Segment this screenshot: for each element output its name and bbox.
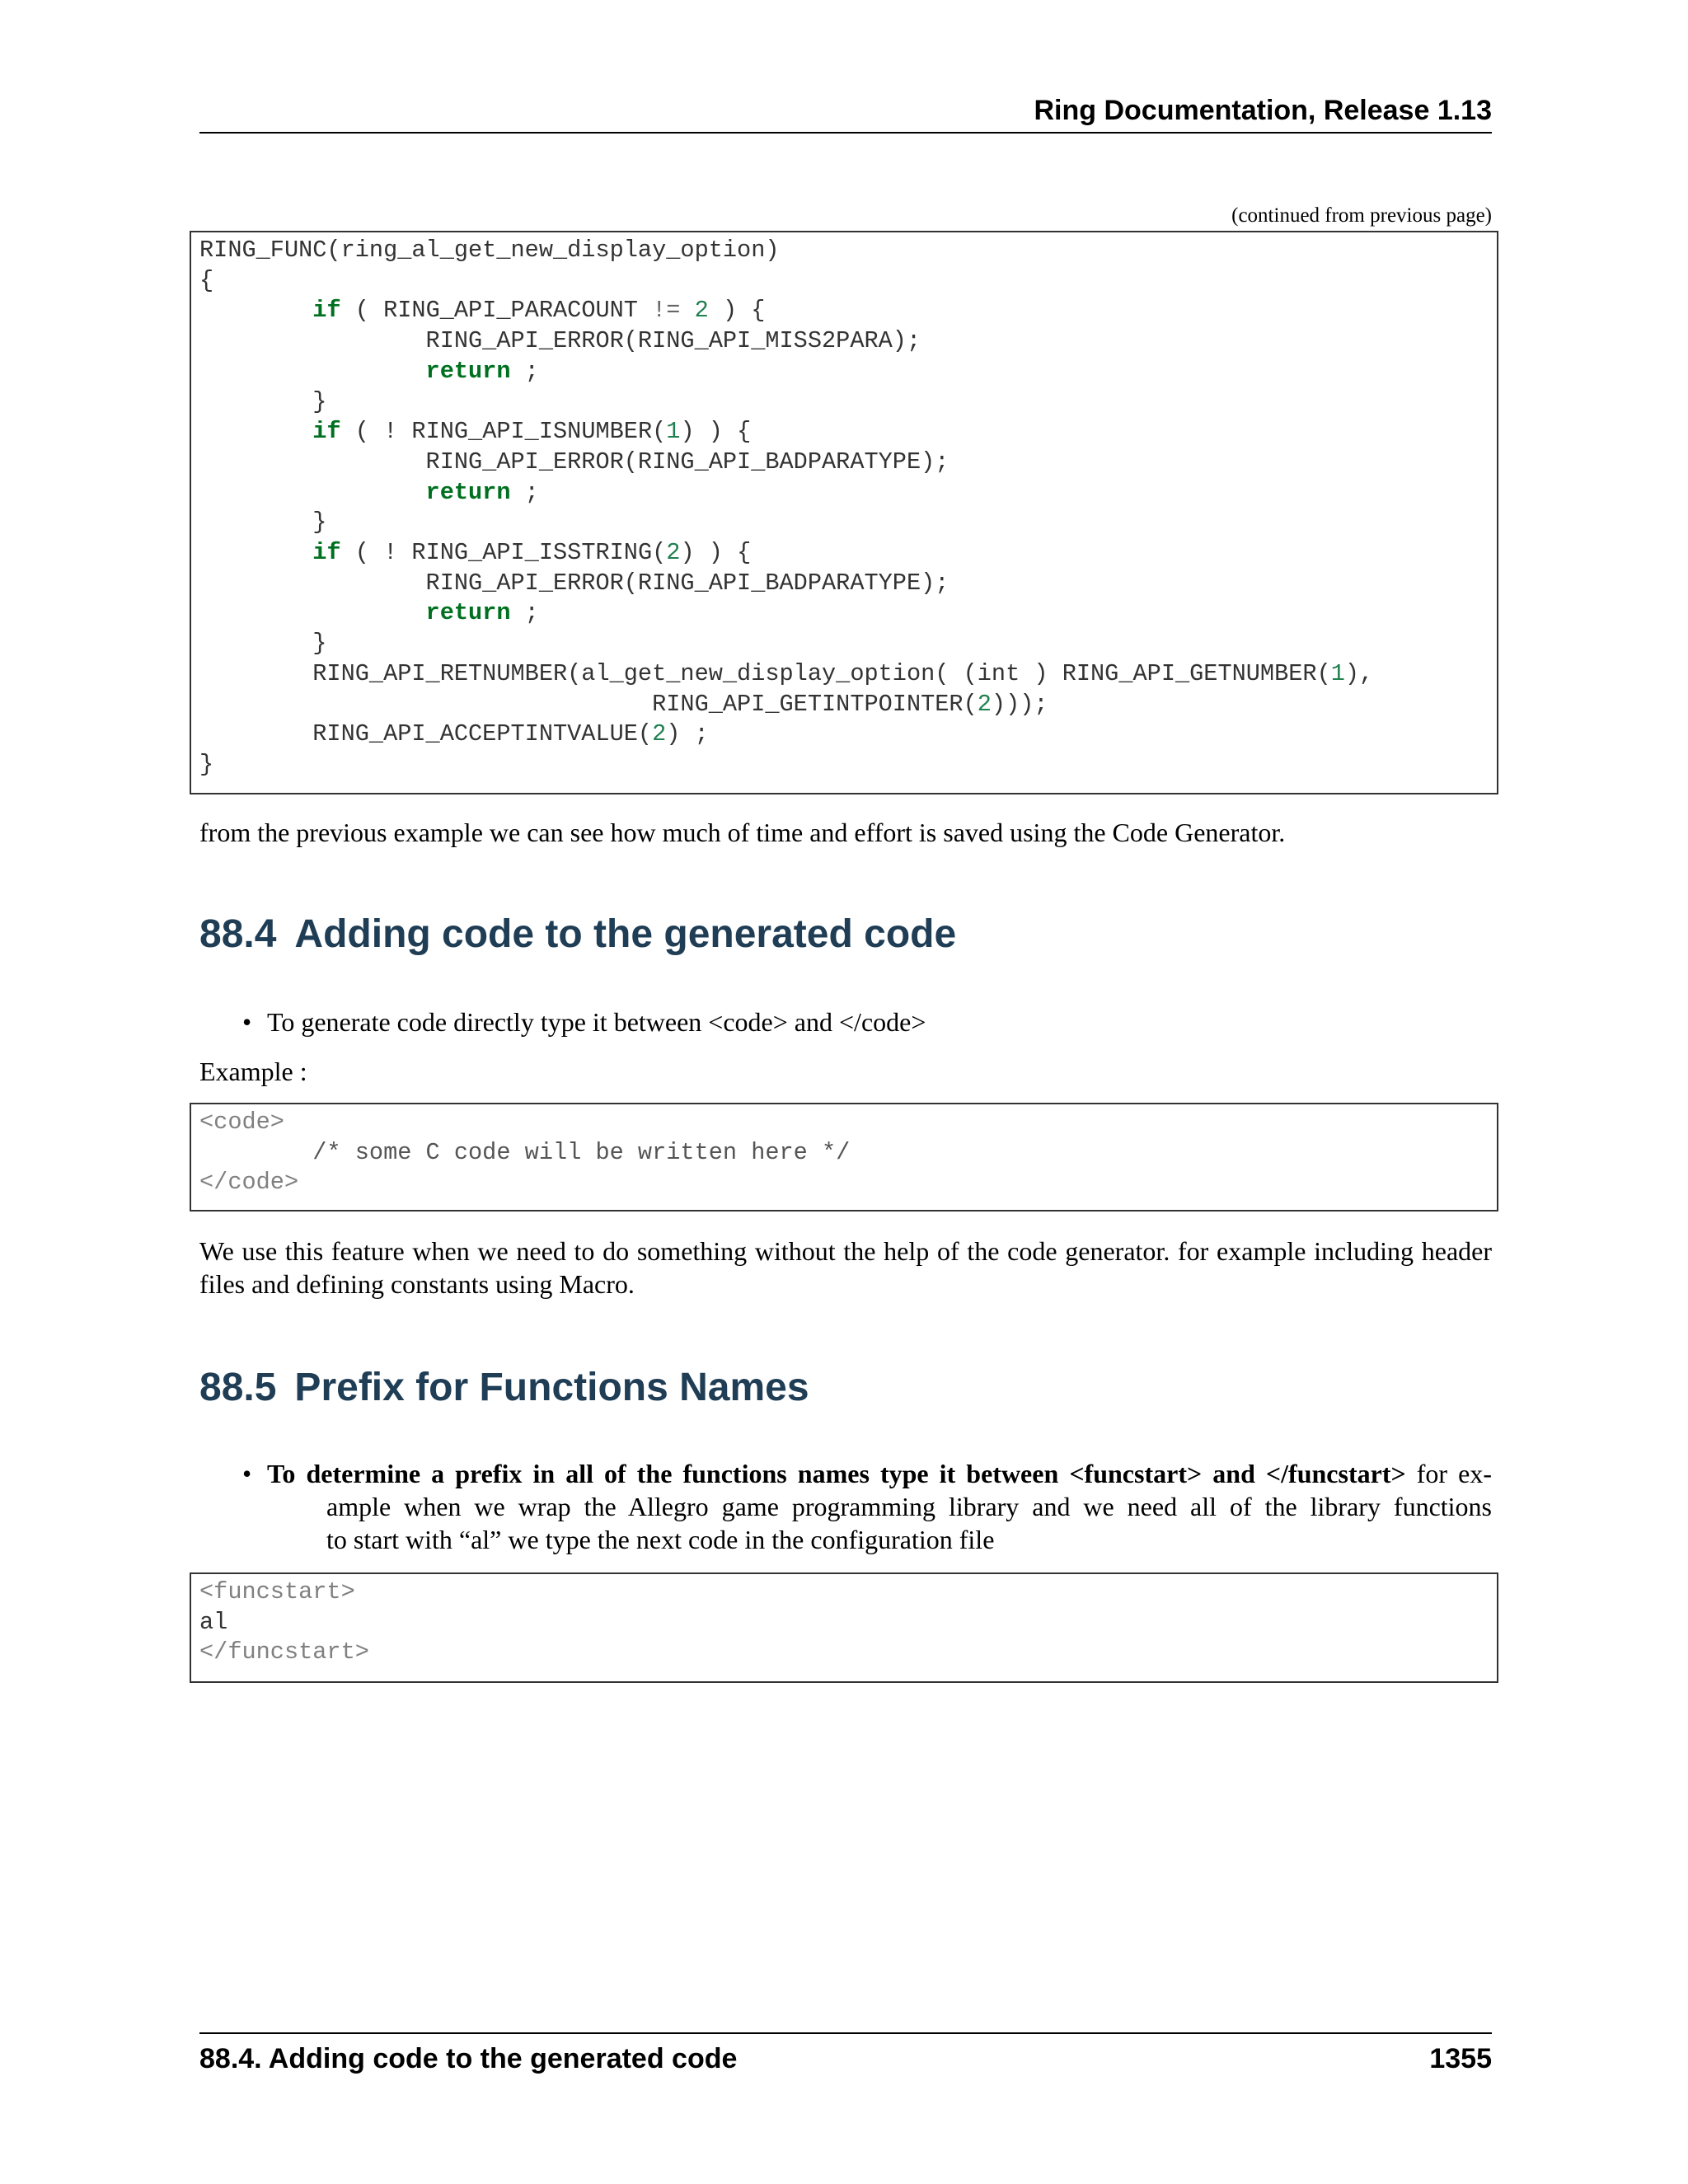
code-line: RING_API_ERROR(RING_API_BADPARATYPE);: [199, 569, 950, 597]
code-line: RING_API_ERROR(RING_API_MISS2PARA);: [199, 327, 921, 355]
code-line: </code>: [199, 1169, 299, 1197]
code-line: al: [199, 1608, 228, 1636]
bullet-item-prefix: [242, 1457, 1492, 1556]
code-line: return ;: [425, 478, 539, 506]
bullet-text: for ex-: [1416, 1459, 1492, 1488]
code-block-ring-func: [190, 231, 1498, 794]
code-line: RING_FUNC(ring_al_get_new_display_option): [199, 237, 780, 264]
bullet-continuation: [326, 1490, 1492, 1523]
code-line: RING_API_GETINTPOINTER(2)));: [199, 690, 1048, 718]
document-page: [199, 0, 1492, 2184]
code-line: </funcstart>: [199, 1638, 369, 1666]
code-listing: [199, 1577, 1497, 1668]
bullet-first-line: [267, 1457, 1492, 1490]
section-title-text: Adding code to the generated code: [294, 912, 957, 956]
code-line: }: [199, 509, 327, 537]
code-line: }: [199, 750, 214, 778]
bullet-continuation: [326, 1523, 1492, 1556]
section-number: 88.5: [199, 1366, 277, 1409]
code-line: }: [199, 630, 327, 658]
bullet-item: [242, 1005, 926, 1038]
page-footer: [199, 2032, 1492, 2083]
paragraph-code-generator-note: from the previous example we can see how much of time and effort is saved using the Code Generator.: [199, 818, 1286, 847]
section-number: 88.4: [199, 912, 277, 956]
code-block-funcstart: [190, 1572, 1498, 1683]
code-line: if ( RING_API_PARACOUNT != 2 ) {: [312, 297, 766, 325]
continued-label: (continued from previous page): [1231, 204, 1492, 227]
code-block-code-tag: [190, 1103, 1498, 1212]
code-line: /* some C code will be written here */: [199, 1138, 851, 1166]
bullet-text: to start with “al” we type the next code in the configuration file: [326, 1525, 995, 1554]
page-header: [199, 92, 1492, 134]
bullet-dot: •: [242, 1459, 252, 1488]
code-line: return ;: [425, 357, 539, 385]
code-line: {: [199, 266, 214, 294]
paragraph-feature-usage: We use this feature when we need to do something without the help of the code generator. for example including header files and defining constants using Macro.: [199, 1236, 1492, 1299]
code-line: <funcstart>: [199, 1578, 355, 1605]
code-line: RING_API_RETNUMBER(al_get_new_display_option( (int ) RING_API_GETNUMBER(1),: [199, 659, 1374, 687]
code-listing: [199, 1108, 1497, 1198]
section-heading-88-5: [199, 1363, 809, 1413]
code-line: }: [199, 387, 327, 415]
code-line: if ( ! RING_API_ISNUMBER(1) ) {: [312, 418, 752, 446]
bullet-text: ample when we wrap the Allegro game programming library and we need all of the library functions: [326, 1492, 1492, 1521]
page-number: 1355: [1429, 2043, 1492, 2074]
bullet-text: To generate code directly type it between <code> and </code>: [267, 1007, 926, 1037]
header-title: Ring Documentation, Release 1.13: [1034, 95, 1492, 126]
bullet-dot: •: [242, 1007, 252, 1037]
code-line: RING_API_ACCEPTINTVALUE(2) ;: [199, 720, 709, 748]
example-label: Example :: [199, 1057, 307, 1086]
bullet-bold-text: To determine a prefix in all of the functions names type it between <funcstart> and </funcstart>: [267, 1459, 1406, 1488]
section-title-text: Prefix for Functions Names: [294, 1366, 809, 1409]
code-listing: [199, 236, 1497, 780]
code-line: RING_API_ERROR(RING_API_BADPARATYPE);: [199, 448, 950, 476]
code-line: if ( ! RING_API_ISSTRING(2) ) {: [312, 539, 752, 567]
footer-section-title: 88.4. Adding code to the generated code: [199, 2043, 738, 2074]
section-heading-88-4: [199, 910, 956, 959]
code-line: return ;: [425, 599, 539, 627]
code-line: <code>: [199, 1108, 284, 1136]
